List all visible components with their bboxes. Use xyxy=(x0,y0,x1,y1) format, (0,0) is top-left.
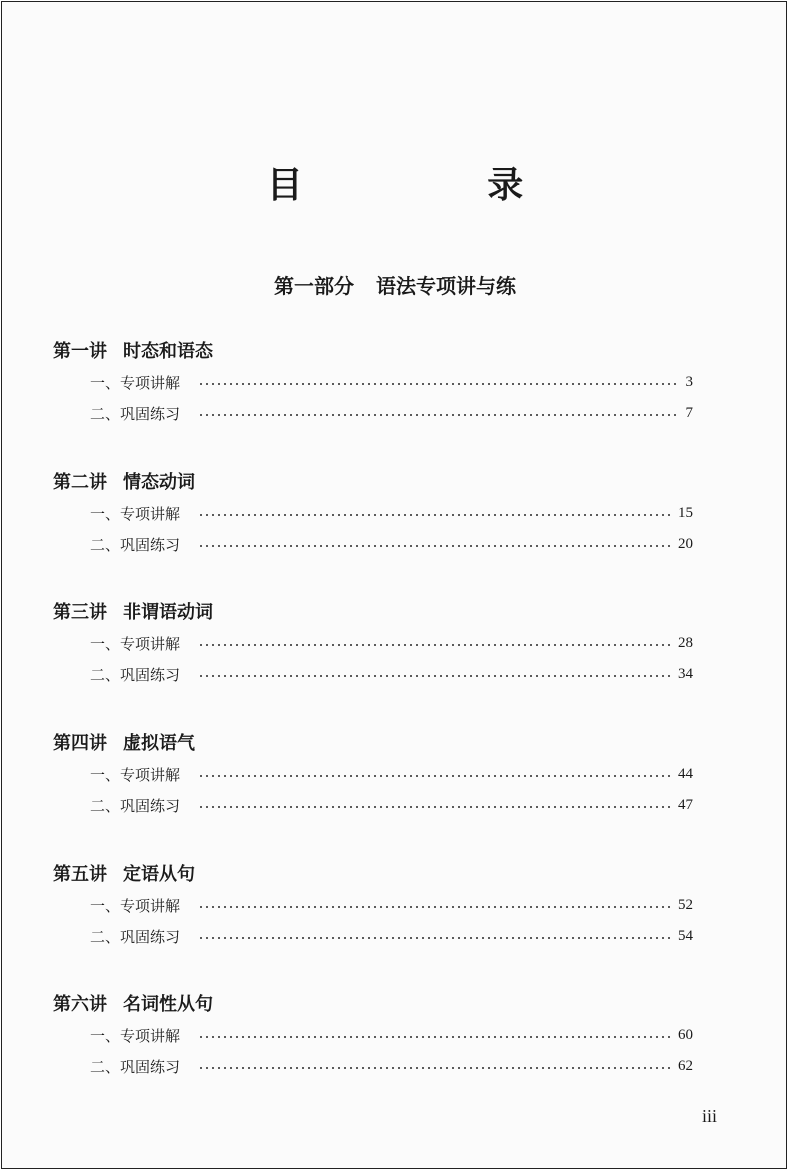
dot-leader xyxy=(198,1067,670,1069)
dot-leader xyxy=(198,514,670,516)
toc-entry[interactable] xyxy=(90,893,693,917)
lecture-name: 非谓语动词 xyxy=(123,602,213,623)
lecture-section xyxy=(53,992,703,1076)
lecture-section xyxy=(53,731,703,815)
lecture-heading xyxy=(53,992,703,1018)
lecture-heading xyxy=(53,470,703,496)
lecture-name: 情态动词 xyxy=(123,472,195,493)
entry-label: 二、巩固练习 xyxy=(90,927,181,946)
lecture-number: 第一讲 xyxy=(53,341,107,362)
lecture-name: 虚拟语气 xyxy=(123,733,195,754)
entry-page-number: 47 xyxy=(678,796,693,813)
entry-label: 一、专项讲解 xyxy=(90,1026,181,1045)
lecture-number: 第三讲 xyxy=(53,602,107,623)
entry-page-number: 3 xyxy=(685,373,693,390)
entry-label: 二、巩固练习 xyxy=(90,535,181,554)
lecture-number: 第四讲 xyxy=(53,733,107,754)
entry-page-number: 34 xyxy=(678,665,693,682)
lecture-heading xyxy=(53,600,703,626)
entry-label: 一、专项讲解 xyxy=(90,765,181,784)
lecture-heading xyxy=(53,862,703,888)
dot-leader xyxy=(198,937,670,939)
toc-entry[interactable] xyxy=(90,1054,693,1078)
page-title: 目 录 xyxy=(266,165,610,206)
part-name: 语法专项讲与练 xyxy=(376,274,516,298)
lecture-number: 第五讲 xyxy=(53,864,107,885)
entry-page-number: 7 xyxy=(685,404,693,421)
entry-label: 二、巩固练习 xyxy=(90,796,181,815)
lecture-name: 定语从句 xyxy=(123,864,195,885)
dot-leader xyxy=(198,1036,670,1038)
entry-page-number: 28 xyxy=(678,634,693,651)
entry-page-number: 62 xyxy=(678,1057,693,1074)
toc-entry[interactable] xyxy=(90,501,693,525)
entry-page-number: 15 xyxy=(678,504,693,521)
entry-label: 一、专项讲解 xyxy=(90,896,181,915)
dot-leader xyxy=(198,906,670,908)
entry-page-number: 54 xyxy=(678,927,693,944)
lecture-heading xyxy=(53,339,703,365)
dot-leader xyxy=(198,545,670,547)
dot-leader xyxy=(198,414,677,416)
entry-label: 二、巩固练习 xyxy=(90,404,181,423)
part-label: 第一部分 xyxy=(274,274,354,298)
entry-label: 一、专项讲解 xyxy=(90,504,181,523)
lecture-section xyxy=(53,600,703,684)
entry-page-number: 52 xyxy=(678,896,693,913)
lecture-number: 第二讲 xyxy=(53,472,107,493)
toc-entry[interactable] xyxy=(90,793,693,817)
dot-leader xyxy=(198,806,670,808)
toc-entry[interactable] xyxy=(90,401,693,425)
toc-entry[interactable] xyxy=(90,662,693,686)
lecture-heading xyxy=(53,731,703,757)
dot-leader xyxy=(198,383,677,385)
part-heading xyxy=(2,272,788,300)
entry-label: 二、巩固练习 xyxy=(90,1057,181,1076)
toc-entry[interactable] xyxy=(90,631,693,655)
lecture-name: 时态和语态 xyxy=(123,341,213,362)
entry-label: 一、专项讲解 xyxy=(90,634,181,653)
toc-entry[interactable] xyxy=(90,1023,693,1047)
toc-entry[interactable] xyxy=(90,532,693,556)
toc-entry[interactable] xyxy=(90,762,693,786)
entry-label: 一、专项讲解 xyxy=(90,373,181,392)
page-folio: iii xyxy=(702,1106,718,1126)
dot-leader xyxy=(198,775,670,777)
lecture-section xyxy=(53,470,703,554)
lecture-name: 名词性从句 xyxy=(123,994,213,1015)
toc-entry[interactable] xyxy=(90,924,693,948)
lecture-section xyxy=(53,862,703,946)
entry-page-number: 20 xyxy=(678,535,693,552)
entry-label: 二、巩固练习 xyxy=(90,665,181,684)
lecture-number: 第六讲 xyxy=(53,994,107,1015)
toc-entry[interactable] xyxy=(90,370,693,394)
lecture-section xyxy=(53,339,703,423)
dot-leader xyxy=(198,675,670,677)
dot-leader xyxy=(198,644,670,646)
book-page xyxy=(1,1,787,1169)
entry-page-number: 44 xyxy=(678,765,693,782)
entry-page-number: 60 xyxy=(678,1026,693,1043)
